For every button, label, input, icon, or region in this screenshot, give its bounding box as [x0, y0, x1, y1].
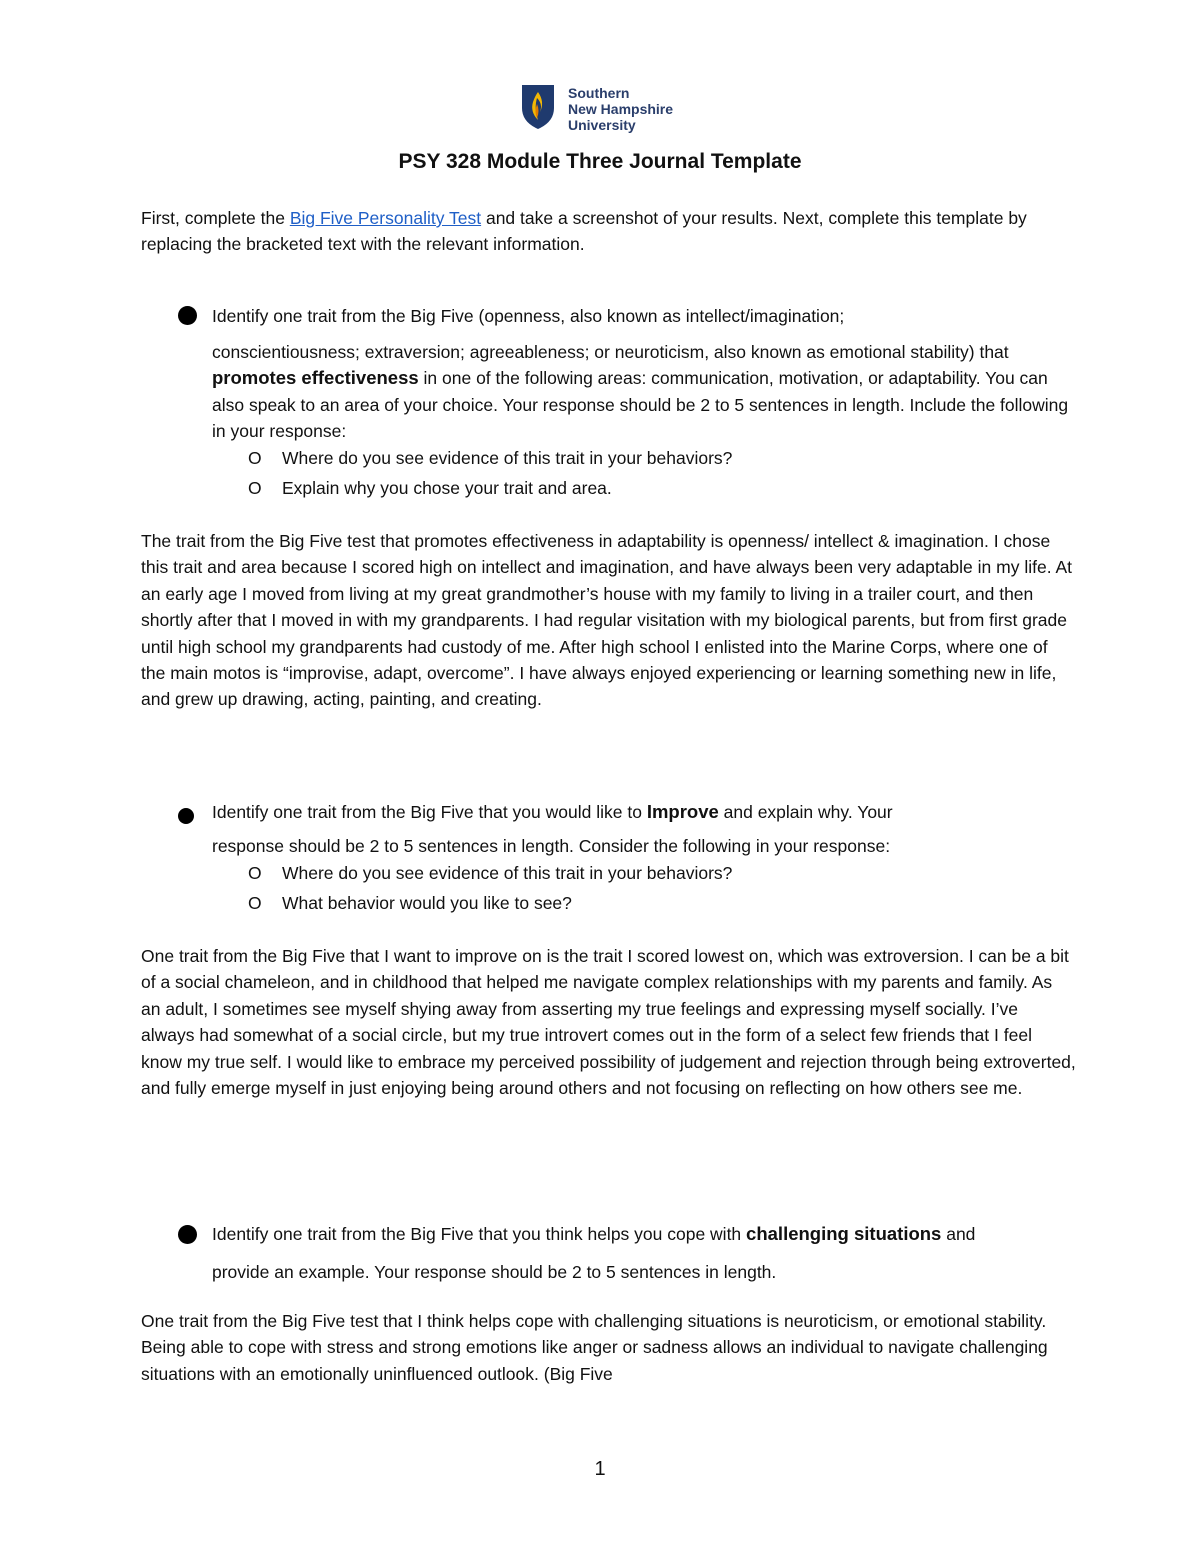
q3-emphasis: challenging situations	[746, 1223, 942, 1244]
bullet-icon	[178, 306, 197, 325]
circle-bullet-icon: O	[248, 478, 262, 498]
q1-prompt-continued	[212, 339, 1077, 445]
q1-sub-item-1	[248, 445, 732, 471]
big-five-test-link[interactable]: Big Five Personality Test	[289, 208, 482, 228]
answer-1: The trait from the Big Five test that promotes effectiveness in adaptability is openness/ intellect & imagination. I chose this trait and area because I scored high on intellect and imagination, and have always been very adaptable in my life. At an early age I moved from living at my great grandmother’s house with my family to living in a trailer court, and then shortly after that I moved in with my grandparents. I had regular visitation with my biological parents, but from first grade until high school my grandparents had custody of me. After high school I enlisted into the Marine Corps, where one of the main motos is “improvise, adapt, overcome”. I have always enjoyed experiencing or learning something new in life, and grew up drawing, acting, painting, and creating.	[141, 531, 1072, 710]
q3-text-b: and	[941, 1224, 976, 1244]
answer-2: One trait from the Big Five that I want to improve on is the trait I scored lowest on, which was extroversion. I can be a bit of a social chameleon, and in childhood that helped me navigate complex relationships with my parents and family. As an adult, I sometimes see myself shying away from asserting my true feelings and expressing myself socially. I’ve always had somewhat of a social circle, but my true introvert comes out in the form of a select few friends that I feel know my true self. I would like to embrace my perceived possibility of judgement and rejection through being extroverted, and fully emerge myself in just enjoying being around others and not focusing on reflecting on how others see me.	[141, 946, 1076, 1099]
circle-bullet-icon: O	[248, 863, 262, 883]
q2-emphasis: Improve	[646, 801, 719, 822]
circle-bullet-icon: O	[248, 893, 262, 913]
q1-first-line: Identify one trait from the Big Five (openness, also known as intellect/imagination;	[212, 306, 845, 326]
logo-line-2: New Hampshire	[568, 101, 674, 117]
answer-3: One trait from the Big Five test that I think helps cope with challenging situations is neuroticism, or emotional stability. Being able to cope with stress and strong emotions like anger or sadness allows an individual to navigate challenging situations with an emotionally uninfluenced outlook. (Big Five	[141, 1311, 1048, 1384]
q2-sub-text-2: What behavior would you like to see?	[282, 893, 572, 913]
q3-text-a: Identify one trait from the Big Five that you think helps you cope with	[212, 1224, 747, 1244]
snhu-logo	[521, 84, 691, 134]
q3-prompt-continued: provide an example. Your response should be 2 to 5 sentences in length.	[212, 1262, 777, 1282]
q2-sub-item-2	[248, 890, 572, 916]
q2-sub-item-1	[248, 860, 732, 886]
bullet-icon	[178, 808, 194, 824]
page-title: PSY 328 Module Three Journal Template	[398, 150, 802, 173]
logo-wordmark	[568, 85, 673, 133]
intro-text-start: First, complete the	[141, 208, 290, 228]
q2-prompt-continued: response should be 2 to 5 sentences in length. Consider the following in your response:	[212, 836, 891, 856]
q1-emphasis: promotes effectiveness	[212, 367, 419, 389]
logo-line-3: University	[568, 117, 636, 133]
q1-sub-item-2	[248, 475, 612, 501]
logo-line-1: Southern	[568, 85, 630, 101]
q3-first-line	[212, 1221, 1092, 1247]
circle-bullet-icon: O	[248, 448, 262, 468]
q1-text-b: in one of the following areas: communication, motivation, or adaptability. You can also speak to an area of your choice. Your response should be 2 to 5 sentences in length. Include the following in your response:	[212, 368, 1069, 442]
q2-text-b: and explain why. Your	[718, 802, 893, 822]
q1-sub-text-2: Explain why you chose your trait and area.	[282, 478, 612, 498]
q2-text-a: Identify one trait from the Big Five that you would like to	[212, 802, 647, 822]
q1-sub-text-1: Where do you see evidence of this trait in your behaviors?	[282, 448, 733, 468]
intro-text-end: and take a screenshot of your results. Next, complete this template by replacing the bracketed text with the relevant information.	[141, 208, 1027, 255]
bullet-icon	[178, 1225, 197, 1244]
page-number: 1	[594, 1458, 606, 1480]
q1-text-a: conscientiousness; extraversion; agreeableness; or neuroticism, also known as emotional stability) that	[212, 342, 1009, 362]
shield-flame-icon	[521, 84, 555, 130]
q2-sub-text-1: Where do you see evidence of this trait in your behaviors?	[282, 863, 733, 883]
q2-first-line	[212, 799, 1092, 825]
intro-paragraph	[141, 205, 1076, 258]
